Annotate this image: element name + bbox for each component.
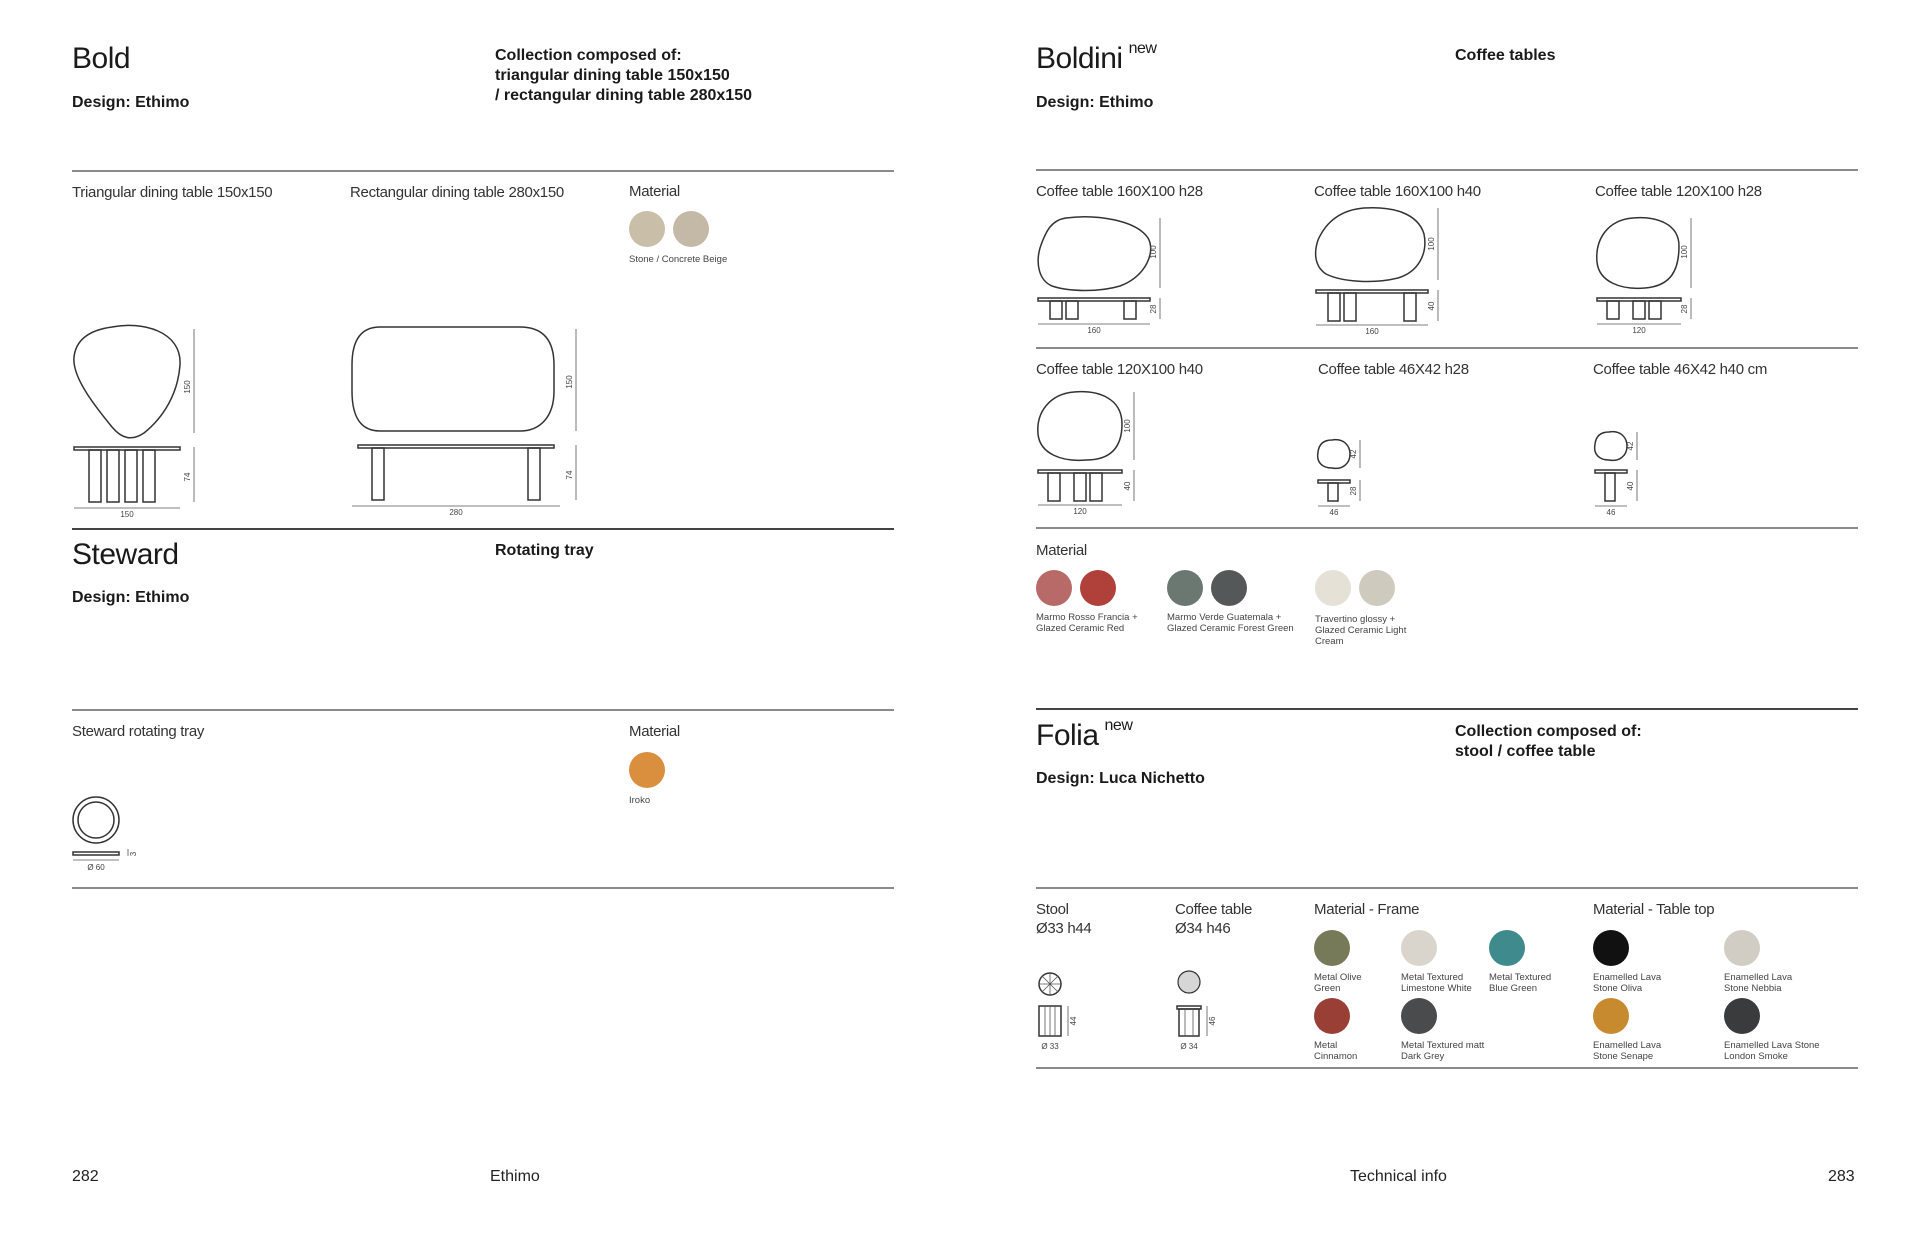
folia-table-size: Ø34 h46 bbox=[1175, 920, 1231, 937]
coffee-table-160x100-h40-drawing bbox=[1314, 206, 1454, 336]
rectangular-table-drawing bbox=[350, 325, 590, 515]
material-swatch-marmo-rosso-francia bbox=[1036, 570, 1072, 606]
dim-stool-diameter: Ø 33 bbox=[1041, 1042, 1059, 1051]
divider bbox=[1036, 347, 1858, 349]
material-swatch-glazed-ceramic-forest-green bbox=[1211, 570, 1247, 606]
folia-title bbox=[1036, 719, 1132, 753]
folia-stool-drawing bbox=[1036, 972, 1096, 1058]
material-swatch-stone bbox=[629, 211, 665, 247]
dim-depth: 42 bbox=[1626, 441, 1635, 451]
material-caption: Metal Cinnamon bbox=[1314, 1040, 1358, 1062]
coffee-table-160x100-h28-drawing bbox=[1036, 216, 1176, 336]
material-swatch-metal-textured-blue-green bbox=[1489, 930, 1525, 966]
folia-collection-heading: Collection composed of: bbox=[1455, 723, 1642, 740]
boldini-design: Design: Ethimo bbox=[1036, 94, 1154, 111]
material-caption: Enamelled Lava Stone Senape bbox=[1593, 1040, 1662, 1062]
dim-width: 46 bbox=[1329, 508, 1339, 517]
material-swatch-lava-stone-london-smoke bbox=[1724, 998, 1760, 1034]
dim-depth: 100 bbox=[1427, 237, 1436, 251]
boldini-category: Coffee tables bbox=[1455, 47, 1556, 64]
dim-depth: 42 bbox=[1349, 449, 1358, 459]
dim-height: 28 bbox=[1149, 304, 1158, 314]
material-swatch-metal-textured-limestone-white bbox=[1401, 930, 1437, 966]
boldini-item-label: Coffee table 46X42 h28 bbox=[1318, 361, 1469, 378]
new-badge: new bbox=[1104, 717, 1133, 734]
folia-collection bbox=[1455, 722, 1642, 762]
bold-rectangular-label: Rectangular dining table 280x150 bbox=[350, 184, 564, 201]
material-swatch-travertino bbox=[1315, 570, 1351, 606]
folia-table-name: Coffee table bbox=[1175, 901, 1253, 918]
bold-title: Bold bbox=[72, 42, 131, 75]
dim-rect-height: 74 bbox=[565, 470, 574, 480]
divider bbox=[1036, 169, 1858, 171]
divider bbox=[72, 709, 894, 711]
divider bbox=[1036, 527, 1858, 529]
coffee-table-120x100-h28-drawing bbox=[1595, 216, 1715, 336]
steward-material-label: Material bbox=[629, 723, 680, 740]
steward-design: Design: Ethimo bbox=[72, 589, 190, 606]
bold-triangular-label: Triangular dining table 150x150 bbox=[72, 184, 273, 201]
page-number-left: 282 bbox=[72, 1168, 99, 1185]
boldini-item-label: Coffee table 46X42 h40 cm bbox=[1593, 361, 1768, 378]
folia-coffee-table-drawing bbox=[1175, 970, 1235, 1058]
material-caption: Metal Textured matt Dark Grey bbox=[1401, 1040, 1485, 1062]
material-swatch-lava-stone-senape bbox=[1593, 998, 1629, 1034]
bold-material-label: Material bbox=[629, 183, 680, 200]
divider bbox=[72, 887, 894, 889]
divider bbox=[1036, 708, 1858, 710]
dim-tri-height: 74 bbox=[183, 472, 192, 482]
folia-title-text: Folia bbox=[1036, 719, 1099, 752]
divider bbox=[72, 170, 894, 172]
boldini-title-text: Boldini bbox=[1036, 42, 1123, 75]
dim-height: 40 bbox=[1123, 481, 1132, 491]
dim-height: 40 bbox=[1626, 481, 1635, 491]
coffee-table-120x100-h40-drawing bbox=[1036, 390, 1156, 520]
material-swatch-metal-olive-green bbox=[1314, 930, 1350, 966]
dim-tray-diameter: Ø 60 bbox=[87, 863, 105, 872]
dim-rect-depth: 150 bbox=[565, 375, 574, 389]
bold-collection bbox=[495, 46, 752, 106]
boldini-item-label: Coffee table 120X100 h28 bbox=[1595, 183, 1762, 200]
folia-table-label bbox=[1175, 900, 1252, 938]
steward-tray-label: Steward rotating tray bbox=[72, 723, 205, 740]
boldini-material-label: Material bbox=[1036, 542, 1087, 559]
boldini-item-label: Coffee table 120X100 h40 bbox=[1036, 361, 1203, 378]
material-swatch-metal-cinnamon bbox=[1314, 998, 1350, 1034]
material-caption: Enamelled Lava Stone Nebbia bbox=[1724, 972, 1793, 994]
bold-design: Design: Ethimo bbox=[72, 94, 190, 111]
dim-tray-height: 3 bbox=[129, 851, 138, 857]
folia-collection-line1: stool / coffee table bbox=[1455, 743, 1596, 760]
dim-height: 40 bbox=[1427, 301, 1436, 311]
boldini-item-label: Coffee table 160X100 h40 bbox=[1314, 183, 1481, 200]
boldini-title bbox=[1036, 42, 1156, 76]
dim-width: 120 bbox=[1073, 507, 1087, 516]
dim-depth: 100 bbox=[1149, 245, 1158, 259]
coffee-table-46x42-h40-drawing bbox=[1593, 430, 1663, 522]
dim-rect-width: 280 bbox=[449, 508, 463, 517]
triangular-table-drawing bbox=[72, 325, 202, 519]
dim-height: 28 bbox=[1349, 486, 1358, 496]
boldini-item-label: Coffee table 160X100 h28 bbox=[1036, 183, 1203, 200]
footer-section: Technical info bbox=[1350, 1168, 1447, 1185]
page-number-right: 283 bbox=[1828, 1168, 1855, 1185]
folia-frame-label: Material - Frame bbox=[1314, 901, 1420, 918]
footer-brand: Ethimo bbox=[490, 1168, 540, 1185]
dim-table-diameter: Ø 34 bbox=[1180, 1042, 1198, 1051]
material-swatch-lava-stone-nebbia bbox=[1724, 930, 1760, 966]
dim-width: 120 bbox=[1632, 326, 1646, 335]
dim-width: 160 bbox=[1087, 326, 1101, 335]
steward-material-caption: Iroko bbox=[629, 795, 651, 806]
divider bbox=[72, 528, 894, 530]
folia-stool-label bbox=[1036, 900, 1091, 938]
bold-collection-line1: triangular dining table 150x150 bbox=[495, 67, 730, 84]
folia-stool-size: Ø33 h44 bbox=[1036, 920, 1092, 937]
material-caption: Metal Olive Green bbox=[1314, 972, 1362, 994]
material-caption: Enamelled Lava Stone London Smoke bbox=[1724, 1040, 1820, 1062]
rotating-tray-drawing bbox=[72, 796, 152, 876]
material-swatch-metal-textured-matt-dark-grey bbox=[1401, 998, 1437, 1034]
dim-height: 28 bbox=[1680, 304, 1689, 314]
material-caption: Marmo Verde Guatemala + Glazed Ceramic Forest Green bbox=[1167, 612, 1294, 634]
folia-stool-name: Stool bbox=[1036, 901, 1069, 918]
bold-material-caption: Stone / Concrete Beige bbox=[629, 254, 728, 265]
dim-width: 160 bbox=[1365, 327, 1379, 336]
material-caption: Travertino glossy + Glazed Ceramic Light Cream bbox=[1315, 614, 1407, 647]
material-caption: Metal Textured Blue Green bbox=[1489, 972, 1552, 994]
dim-depth: 100 bbox=[1123, 419, 1132, 433]
material-caption: Marmo Rosso Francia + Glazed Ceramic Red bbox=[1036, 612, 1138, 634]
steward-subtitle: Rotating tray bbox=[495, 542, 594, 559]
dim-tri-depth: 150 bbox=[183, 380, 192, 394]
coffee-table-46x42-h28-drawing bbox=[1316, 438, 1386, 522]
material-swatch-marmo-verde-guatemala bbox=[1167, 570, 1203, 606]
material-swatch-iroko bbox=[629, 752, 665, 788]
material-caption: Metal Textured Limestone White bbox=[1401, 972, 1472, 994]
divider bbox=[1036, 1067, 1858, 1069]
new-badge: new bbox=[1128, 40, 1157, 57]
dim-table-height: 46 bbox=[1208, 1016, 1217, 1026]
steward-title: Steward bbox=[72, 538, 179, 571]
divider bbox=[1036, 887, 1858, 889]
bold-collection-line2: / rectangular dining table 280x150 bbox=[495, 87, 752, 104]
material-swatch-glazed-ceramic-light-cream bbox=[1359, 570, 1395, 606]
material-swatch-lava-stone-oliva bbox=[1593, 930, 1629, 966]
material-swatch-glazed-ceramic-red bbox=[1080, 570, 1116, 606]
material-swatch-concrete-beige bbox=[673, 211, 709, 247]
dim-width: 46 bbox=[1606, 508, 1616, 517]
folia-design: Design: Luca Nichetto bbox=[1036, 770, 1205, 787]
bold-collection-heading: Collection composed of: bbox=[495, 47, 682, 64]
folia-top-label: Material - Table top bbox=[1593, 901, 1715, 918]
dim-depth: 100 bbox=[1680, 245, 1689, 259]
material-caption: Enamelled Lava Stone Oliva bbox=[1593, 972, 1662, 994]
dim-tri-width: 150 bbox=[120, 510, 134, 519]
dim-stool-height: 44 bbox=[1069, 1016, 1078, 1026]
